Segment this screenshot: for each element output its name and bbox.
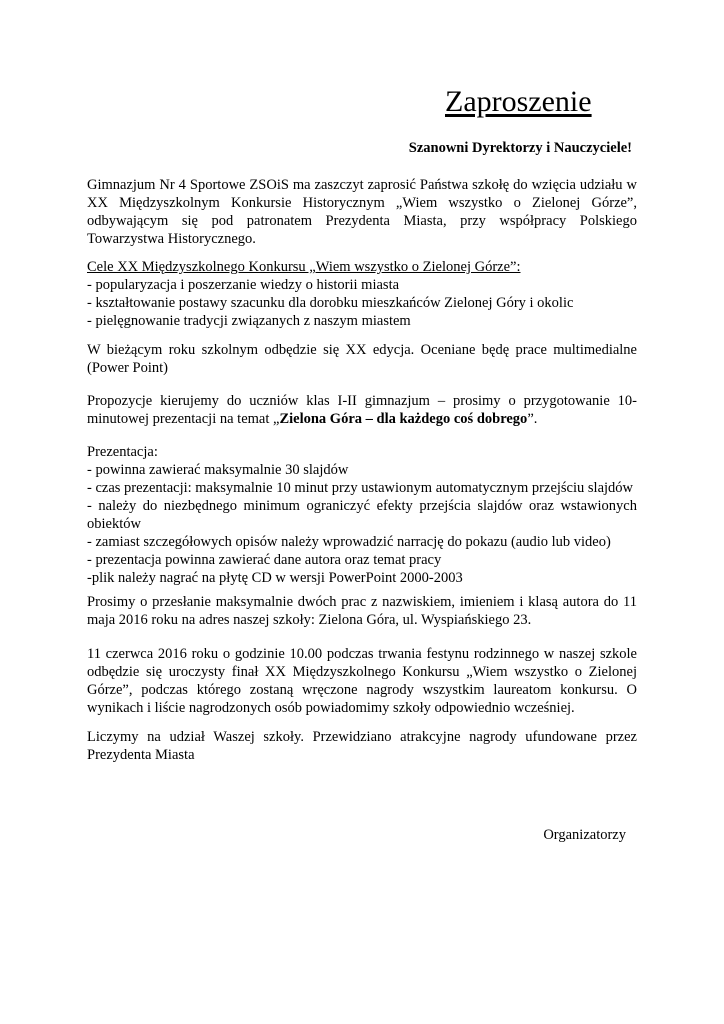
greeting: Szanowni Dyrektorzy i Nauczyciele! bbox=[408, 140, 632, 156]
presentation-item: -plik należy nagrać na płytę CD w wersji PowerPoint 2000-2003 bbox=[87, 570, 463, 586]
presentation-item: - należy do niezbędnego minimum ograniczyć efekty przejścia slajdów oraz wstawionych obiektów bbox=[87, 498, 637, 532]
presentation-item: - czas prezentacji: maksymalnie 10 minut przy ustawionym automatycznym przejściu slajdów bbox=[87, 480, 634, 496]
proposal-end: ”. bbox=[527, 411, 538, 427]
closing-paragraph bbox=[87, 728, 637, 764]
signature: Organizatorzy bbox=[543, 827, 626, 843]
presentation-heading: Prezentacja: bbox=[87, 444, 158, 460]
submission-text: Prosimy o przesłanie maksymalnie dwóch prac z nazwiskiem, imieniem i klasą autora do 11 maja 2016 roku na adres naszej szkoły: Zielona Góra, ul. Wyspiańskiego 23. bbox=[87, 594, 637, 628]
edition-text: W bieżącym roku szkolnym odbędzie się XX edycja. Oceniane będę prace multimedialne (Power Point) bbox=[87, 342, 637, 376]
goals-item: - kształtowanie postawy szacunku dla dorobku mieszkańców Zielonej Góry i okolic bbox=[87, 295, 574, 311]
intro-paragraph bbox=[87, 176, 637, 248]
presentation-item: - powinna zawierać maksymalnie 30 slajdów bbox=[87, 462, 349, 478]
edition-paragraph bbox=[87, 341, 637, 377]
presentation-item: - prezentacja powinna zawierać dane autora oraz temat pracy bbox=[87, 552, 442, 568]
closing-text: Liczymy na udział Waszej szkoły. Przewidziano atrakcyjne nagrody ufundowane przez Prezydenta Miasta bbox=[87, 729, 637, 763]
intro-text: Gimnazjum Nr 4 Sportowe ZSOiS ma zaszczyt zaprosić Państwa szkołę do wzięcia udziału w XX Międzyszkolnym Konkursie Historycznym „Wiem wszystko o Zielonej Górze”, odbywającym się pod patronatem Prezydenta Miasta, przy współpracy Polskiego Towarzystwa Historycznego. bbox=[87, 177, 637, 247]
proposal-topic: Zielona Góra – dla każdego coś dobrego bbox=[279, 411, 528, 427]
proposal-paragraph bbox=[87, 392, 637, 428]
proposal-lead: Propozycje kierujemy do uczniów klas I-II gimnazjum – prosimy o przygotowanie 10-minutowej prezentacji na temat „ bbox=[87, 393, 637, 427]
presentation-section bbox=[87, 443, 637, 587]
presentation-item: - zamiast szczegółowych opisów należy wprowadzić narrację do pokazu (audio lub video) bbox=[87, 534, 611, 550]
goals-heading: Cele XX Międzyszkolnego Konkursu „Wiem wszystko o Zielonej Górze”: bbox=[87, 259, 521, 275]
goals-item: - pielęgnowanie tradycji związanych z naszym miastem bbox=[87, 313, 411, 329]
submission-paragraph bbox=[87, 593, 637, 629]
goals-item: - popularyzacja i poszerzanie wiedzy o historii miasta bbox=[87, 277, 400, 293]
document-title: Zaproszenie bbox=[445, 85, 592, 118]
proposal-text bbox=[87, 392, 637, 428]
final-paragraph bbox=[87, 645, 637, 717]
goals-section bbox=[87, 258, 637, 330]
final-text: 11 czerwca 2016 roku o godzinie 10.00 podczas trwania festynu rodzinnego w naszej szkole odbędzie się uroczysty finał XX Międzyszkolnego Konkursu „Wiem wszystko o Zielonej Górze”, podczas którego zostaną wręczone nagrody wszystkim laureatom konkursu. O wynikach i liście nagrodzonych osób powiadomimy szkoły odpowiednio wcześniej. bbox=[87, 646, 637, 716]
